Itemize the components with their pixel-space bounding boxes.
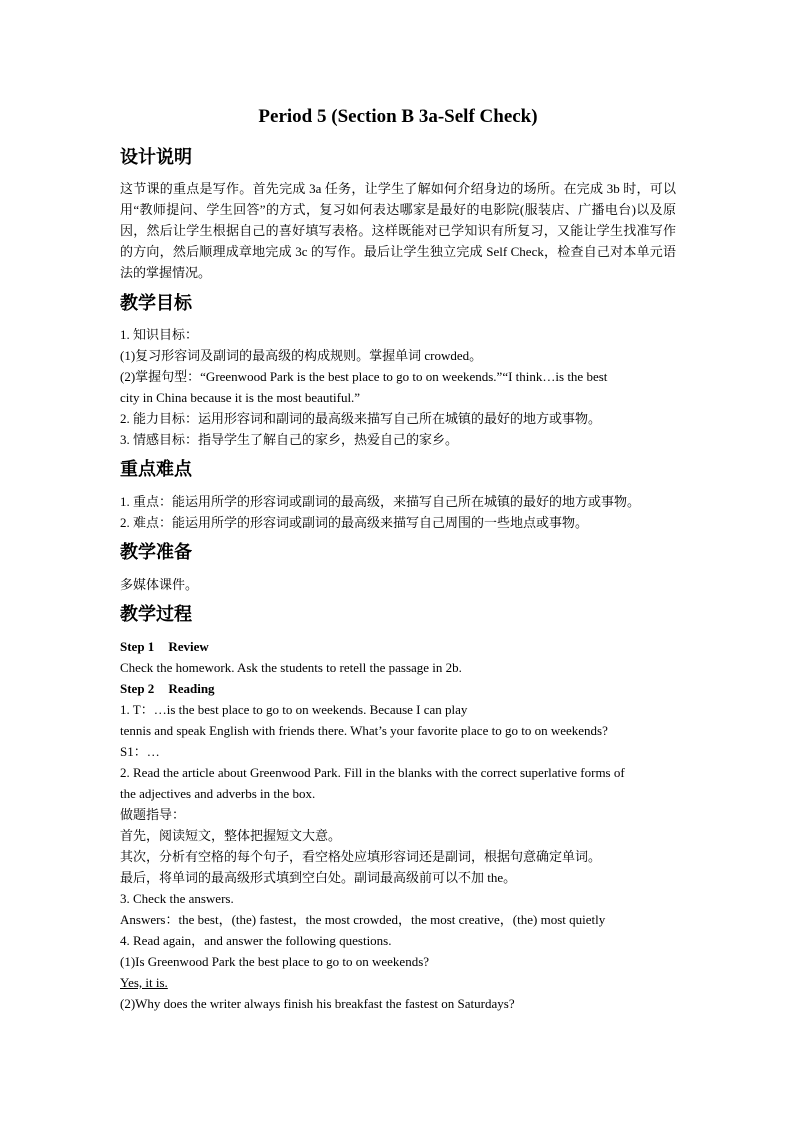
document-title: Period 5 (Section B 3a-Self Check) bbox=[258, 106, 538, 127]
step-number: Step 1 bbox=[120, 639, 155, 654]
heading-design: 设计说明 bbox=[120, 147, 192, 168]
goal-line: (2)掌握句型：“Greenwood Park is the best place to go to on weekends.”“I think…is the best bbox=[120, 369, 608, 384]
goal-line: (1)复习形容词及副词的最高级的构成规则。掌握单词 crowded。 bbox=[120, 348, 483, 363]
heading-prep: 教学准备 bbox=[120, 542, 192, 563]
process-line: 做题指导： bbox=[120, 807, 186, 822]
step-1-heading bbox=[120, 636, 680, 657]
process-line: 1. T：…is the best place to go to on weekends. Because I can play bbox=[120, 702, 468, 717]
goal-line: city in China because it is the most beautiful.” bbox=[120, 390, 361, 405]
answer-line: Yes, it is. bbox=[120, 975, 168, 990]
key-point-line: 1. 重点：能运用所学的形容词或副词的最高级，来描写自己所在城镇的最好的地方或事物。 bbox=[120, 494, 641, 509]
process-line: (1)Is Greenwood Park the best place to go to on weekends? bbox=[120, 954, 430, 969]
step-1-text: Check the homework. Ask the students to retell the passage in 2b. bbox=[120, 660, 462, 675]
process-line: 首先，阅读短文，整体把握短文大意。 bbox=[120, 828, 342, 843]
goal-line: 3. 情感目标：指导学生了解自己的家乡，热爱自己的家乡。 bbox=[120, 432, 459, 447]
step-name: Reading bbox=[168, 681, 215, 696]
process-line: S1：… bbox=[120, 744, 160, 759]
heading-process: 教学过程 bbox=[120, 604, 192, 625]
process-line: tennis and speak English with friends there. What’s your favorite place to go to on weekends? bbox=[120, 723, 608, 738]
heading-key-points: 重点难点 bbox=[120, 459, 192, 480]
process-line: 其次，分析有空格的每个句子，看空格处应填形容词还是副词，根据句意确定单词。 bbox=[120, 849, 602, 864]
process-line: 2. Read the article about Greenwood Park. Fill in the blanks with the correct superlative forms of bbox=[120, 765, 625, 780]
step-name: Review bbox=[168, 639, 209, 654]
process-line: 4. Read again，and answer the following questions. bbox=[120, 933, 392, 948]
goal-line: 1. 知识目标： bbox=[120, 327, 199, 342]
step-number: Step 2 bbox=[120, 681, 155, 696]
prep-text: 多媒体课件。 bbox=[120, 577, 199, 592]
question-line: (2)Why does the writer always finish his breakfast the fastest on Saturdays? bbox=[120, 996, 515, 1011]
heading-goals: 教学目标 bbox=[120, 293, 192, 314]
process-line: the adjectives and adverbs in the box. bbox=[120, 786, 316, 801]
goal-line: 2. 能力目标：运用形容词和副词的最高级来描写自己所在城镇的最好的地方或事物。 bbox=[120, 411, 602, 426]
step-2-heading bbox=[120, 678, 680, 699]
design-paragraph: 这节课的重点是写作。首先完成 3a 任务，让学生了解如何介绍身边的场所。在完成 3b 时，可以用“教师提问、学生回答”的方式，复习如何表达哪家是最好的电影院(服装店、广播电台)以及原因，然后让学生根据自己的喜好填写表格。这样既能对已学知识有所复习，又能让学生找准写作的方向，然后顺理成章地完成 3c 的写作。最后让学生独立完成 Self Check，检查自己对本单元语法的掌握情况。 bbox=[120, 181, 676, 280]
process-line: Answers：the best，(the) fastest，the most crowded，the most creative，(the) most quietly bbox=[120, 912, 606, 927]
process-line: 3. Check the answers. bbox=[120, 891, 234, 906]
process-line: 最后，将单词的最高级形式填到空白处。副词最高级前可以不加 the。 bbox=[120, 870, 517, 885]
key-point-line: 2. 难点：能运用所学的形容词或副词的最高级来描写自己周围的一些地点或事物。 bbox=[120, 515, 589, 530]
